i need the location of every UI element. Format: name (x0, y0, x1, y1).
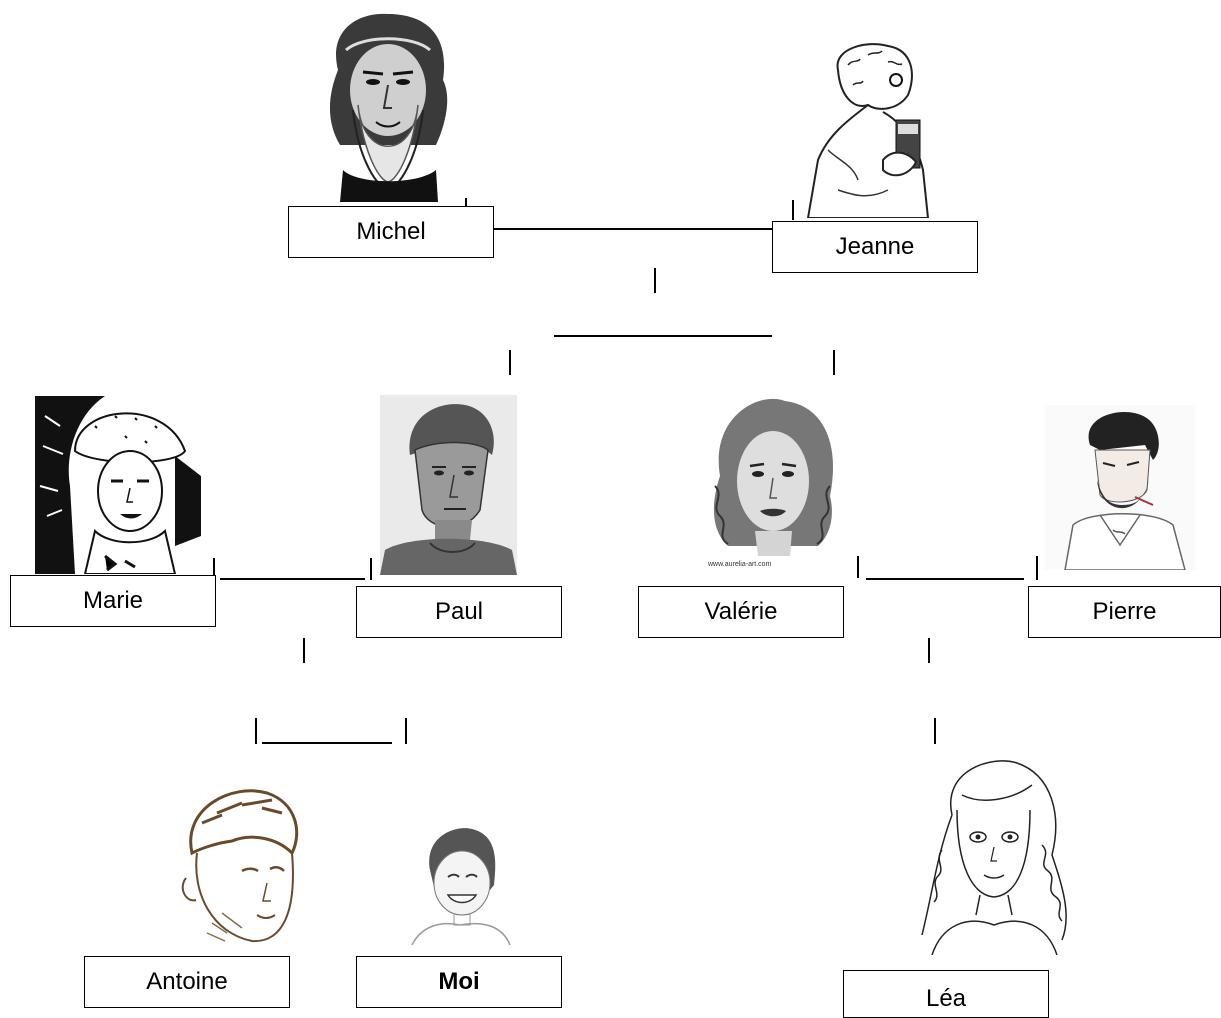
connector-antoine-tick (255, 718, 257, 744)
name-label-lea: Léa (925, 984, 967, 1012)
marie-portrait-icon (35, 396, 201, 574)
name-label-michel: Michel (356, 218, 426, 245)
name-box-michel (288, 206, 494, 258)
connector-children-left-bar (262, 742, 392, 744)
antoine-portrait-icon (172, 783, 320, 953)
name-label-jeanne: Jeanne (835, 233, 915, 260)
connector-valerie-pierre (866, 578, 1024, 580)
name-box-lea (843, 970, 1049, 1018)
name-box-marie (10, 575, 216, 627)
name-box-moi (356, 956, 562, 1008)
name-label-pierre: Pierre (1092, 598, 1157, 625)
moi-portrait-icon (402, 825, 517, 945)
connector-marie-paul (220, 578, 365, 580)
name-label-marie: Marie (82, 587, 143, 614)
svg-text:www.aurelia-art.com: www.aurelia-art.com (708, 561, 772, 568)
name-box-jeanne (772, 221, 978, 273)
connector-valerie-drop (833, 350, 835, 375)
pierre-portrait-icon (1045, 405, 1195, 570)
name-label-moi: Moi (438, 968, 480, 995)
name-box-antoine (84, 956, 290, 1008)
connector-siblings-bar (554, 335, 772, 337)
name-label-valerie: Valérie (704, 598, 778, 625)
connector-jeanne-tick (792, 200, 794, 220)
connector-valerie-pierre-descent (928, 638, 930, 663)
connector-marie-paul-descent (303, 638, 305, 663)
name-box-pierre (1028, 586, 1221, 638)
name-label-antoine: Antoine (146, 968, 228, 995)
lea-portrait-icon (912, 755, 1080, 955)
connector-paul-tick (370, 558, 372, 580)
paul-portrait-icon (380, 395, 517, 575)
connector-couple-descent (654, 268, 656, 293)
connector-pierre-tick (1036, 556, 1038, 580)
michel-portrait-icon (318, 10, 458, 202)
name-label-paul: Paul (434, 598, 484, 625)
connector-moi-tick (405, 718, 407, 744)
jeanne-portrait-icon (798, 40, 936, 218)
connector-valerie-tick (857, 556, 859, 578)
connector-paul-drop (509, 350, 511, 375)
name-box-paul (356, 586, 562, 638)
connector-lea-drop (934, 718, 936, 744)
name-box-valerie (638, 586, 844, 638)
connector-michel-jeanne (494, 228, 772, 230)
valerie-portrait-icon (700, 396, 845, 574)
